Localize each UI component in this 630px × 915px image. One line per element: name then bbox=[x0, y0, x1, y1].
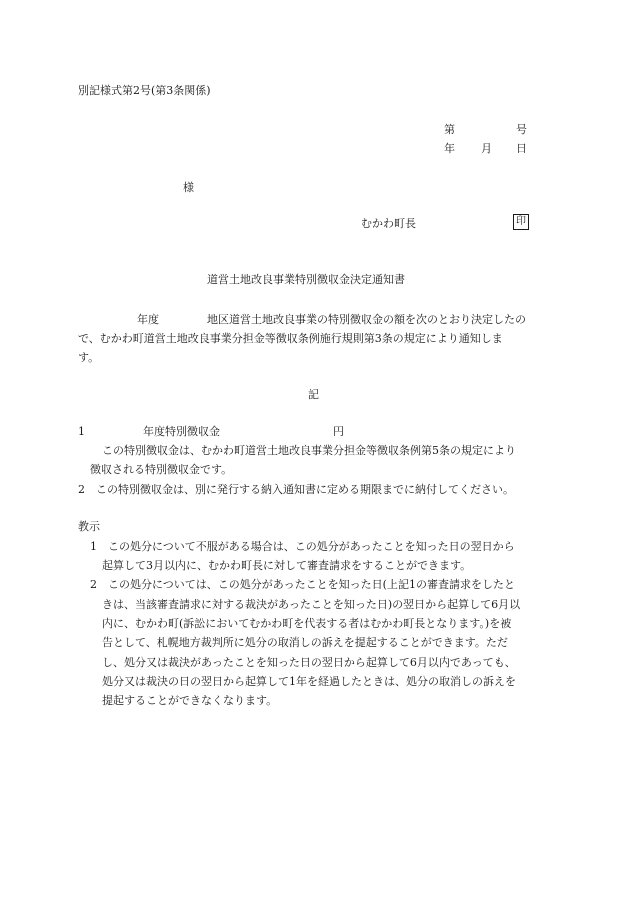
date-year-label: 年 bbox=[444, 142, 455, 155]
body-line-3: す。 bbox=[78, 351, 100, 364]
notice-1-line-1: 1 この処分について不服がある場合は、この処分があったことを知った日の翌日から bbox=[90, 540, 515, 553]
notice-2-line-1: 2 この処分については、この処分があったことを知った日(上記1の審査請求をしたと bbox=[90, 578, 515, 591]
official-seal: 印 bbox=[513, 214, 529, 230]
item-1-label: 年度特別徴収金 bbox=[143, 425, 220, 438]
document-title: 道営土地改良事業特別徴収金決定通知書 bbox=[207, 273, 405, 286]
item-1-yen-unit: 円 bbox=[333, 425, 344, 438]
notice-2-line-2: きは、当該審査請求に対する裁決があったことを知った日)の翌日から起算して6月以 bbox=[102, 598, 521, 611]
item-1-number: 1 bbox=[78, 425, 85, 438]
notice-2-line-6: 処分又は裁決の日の翌日から起算して1年を経過したときは、処分の取消しの訴えを bbox=[102, 675, 516, 688]
notice-2-line-4: 告として、札幌地方裁判所に処分の取消しの訴えを提起することができます。ただ bbox=[102, 636, 508, 649]
notice-heading: 教示 bbox=[78, 520, 100, 533]
date-month-label: 月 bbox=[481, 142, 492, 155]
notice-2-line-3: 内に、むかわ町(訴訟においてむかわ町を代表する者はむかわ町長となります。)を被 bbox=[102, 617, 512, 630]
date-day-label: 日 bbox=[516, 142, 527, 155]
addressee-suffix: 様 bbox=[183, 181, 194, 194]
document-number-prefix: 第 bbox=[444, 123, 455, 136]
item-1-detail-1: この特別徴収金は、むかわ町道営土地改良事業分担金等徴収条例第5条の規定により bbox=[102, 444, 516, 457]
ki-heading: 記 bbox=[308, 388, 319, 401]
notice-2-line-5: し、処分又は裁決があったことを知った日の翌日から起算して6月以内であっても、 bbox=[102, 656, 516, 669]
body-line-2: で、むかわ町道営土地改良事業分担金等徴収条例施行規則第3条の規定により通知しま bbox=[78, 332, 503, 345]
body-line-1-text: 地区道営土地改良事業の特別徴収金の額を次のとおり決定したの bbox=[207, 313, 526, 326]
issuer-name: むかわ町長 bbox=[361, 217, 416, 230]
item-2-text: 2 この特別徴収金は、別に発行する納入通知書に定める期限までに納付してください。 bbox=[78, 483, 514, 496]
item-1-detail-2: 徴収される特別徴収金です。 bbox=[90, 463, 233, 476]
document-number-suffix: 号 bbox=[516, 123, 527, 136]
notice-2-line-7: 提起することができなくなります。 bbox=[102, 694, 278, 707]
form-number: 別記様式第2号(第3条関係) bbox=[78, 84, 211, 97]
body-line-1-year: 年度 bbox=[137, 313, 159, 326]
notice-1-line-2: 起算して3月以内に、むかわ町長に対して審査請求をすることができます。 bbox=[102, 559, 472, 572]
